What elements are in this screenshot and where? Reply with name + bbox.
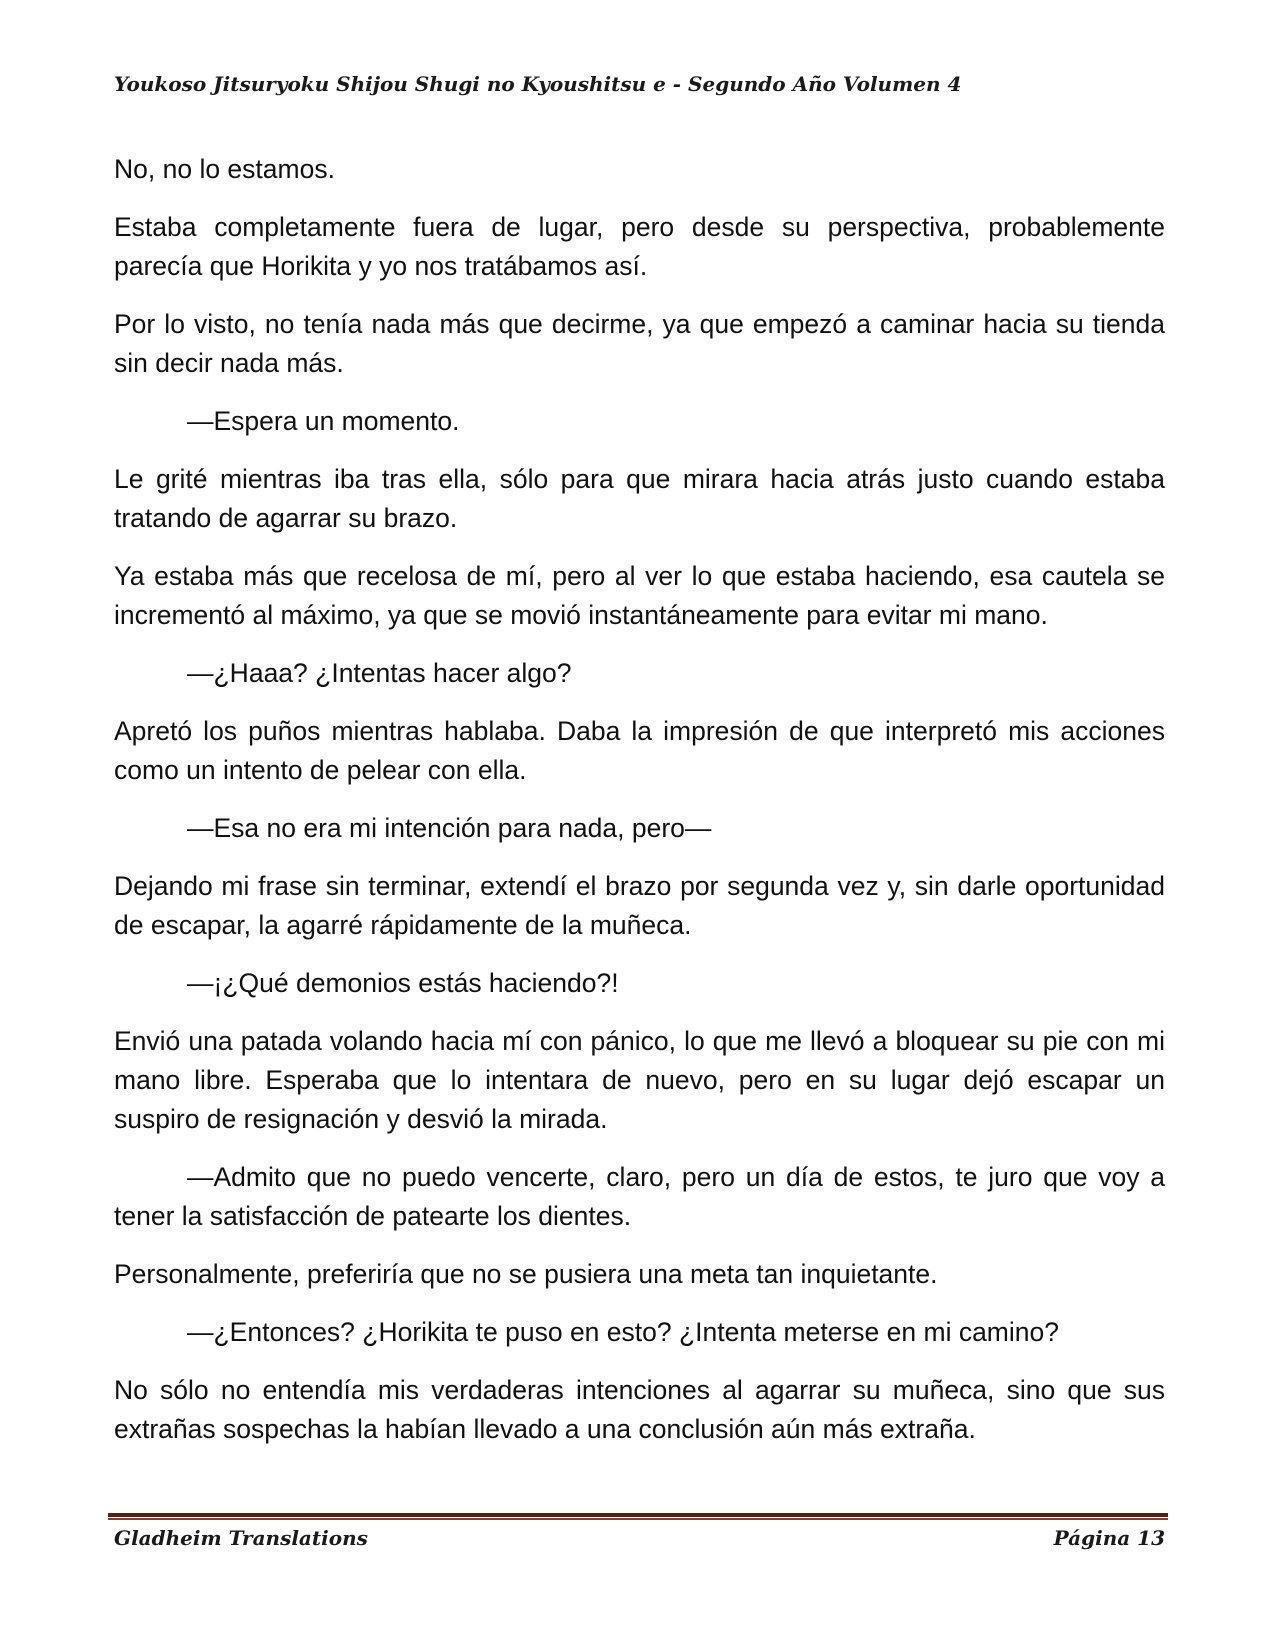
paragraph: Personalmente, preferiría que no se pusiera una meta tan inquietante.	[114, 1259, 938, 1289]
body-text	[114, 150, 1165, 1468]
paragraph: Por lo visto, no tenía nada más que decirme, ya que empezó a caminar hacia su tienda sin decir nada más.	[114, 309, 1165, 378]
dialogue-paragraph: —¿Entonces? ¿Horikita te puso en esto? ¿Intenta meterse en mi camino?	[187, 1317, 1059, 1347]
footer-page-number: Página 13	[1053, 1526, 1165, 1550]
paragraph: Ya estaba más que recelosa de mí, pero al ver lo que estaba haciendo, esa cautela se incrementó al máximo, ya que se movió instantáneamente para evitar mi mano.	[114, 561, 1165, 630]
paragraph: Dejando mi frase sin terminar, extendí el brazo por segunda vez y, sin darle oportunidad de escapar, la agarré rápidamente de la muñeca.	[114, 871, 1165, 940]
paragraph: Le grité mientras iba tras ella, sólo para que mirara hacia atrás justo cuando estaba tratando de agarrar su brazo.	[114, 464, 1165, 533]
footer-divider-thick-line	[108, 1513, 1168, 1517]
dialogue-paragraph: —Esa no era mi intención para nada, pero—	[187, 813, 712, 843]
footer-divider-thin-line	[108, 1518, 1168, 1520]
page-header-title: Youkoso Jitsuryoku Shijou Shugi no Kyoushitsu e - Segundo Año Volumen 4	[114, 72, 962, 96]
dialogue-paragraph: —Espera un momento.	[187, 406, 460, 436]
footer-divider	[108, 1513, 1168, 1520]
paragraph: Apretó los puños mientras hablaba. Daba la impresión de que interpretó mis acciones como un intento de pelear con ella.	[114, 716, 1165, 785]
dialogue-paragraph: —Admito que no puedo vencerte, claro, pero un día de estos, te juro que voy a tener la satisfacción de patearte los dientes.	[114, 1162, 1165, 1231]
paragraph: Estaba completamente fuera de lugar, pero desde su perspectiva, probablemente parecía que Horikita y yo nos tratábamos así.	[114, 212, 1165, 281]
footer-publisher: Gladheim Translations	[114, 1526, 368, 1550]
dialogue-paragraph: —¿Haaa? ¿Intentas hacer algo?	[187, 658, 572, 688]
dialogue-paragraph: —¡¿Qué demonios estás haciendo?!	[187, 968, 619, 998]
paragraph: Envió una patada volando hacia mí con pánico, lo que me llevó a bloquear su pie con mi mano libre. Esperaba que lo intentara de nuevo, pero en su lugar dejó escapar un suspiro de resignación y desvió la mirada.	[114, 1026, 1165, 1134]
paragraph: No sólo no entendía mis verdaderas intenciones al agarrar su muñeca, sino que sus extrañas sospechas la habían llevado a una conclusión aún más extraña.	[114, 1375, 1165, 1444]
paragraph: No, no lo estamos.	[114, 154, 335, 184]
